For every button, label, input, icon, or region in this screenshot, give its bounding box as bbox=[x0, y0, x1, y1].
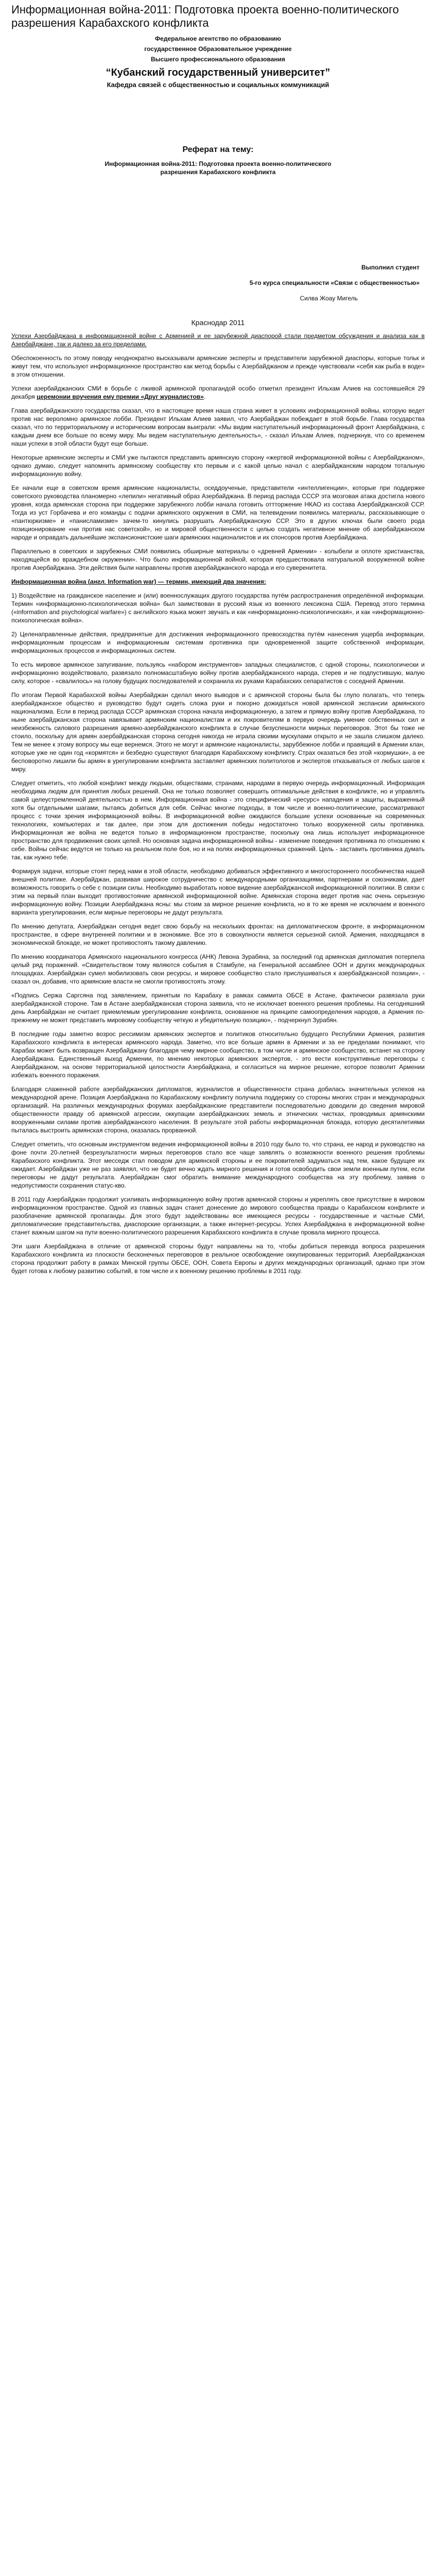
author-name: Силва Жоау Мигель bbox=[300, 295, 358, 302]
paragraph: Некоторые армянские эксперты и СМИ уже пытаются представить армянскую сторону «жертвой информационной войны с Азербайджаном», однако думаю, следует напомнить армянскому сообществу кто первым и с какой целью начал с азербайджанским народом тотальную информационную войну. bbox=[11, 454, 425, 478]
paragraph: По итогам Первой Карабахской войны Азербайджан сделал много выводов и с армянской стороны была бы глупо полагать, что теперь азербайджанское общество и руководство будут сидеть сложа руки и покорно дожидаться новой армянской экспансии армянского национализма. Если в период распада СССР армянская сторона начала информационную, а затем и прямую войну против Азербайджана, то ныне азербайджанская сторона навязывает армянским националистам и их покровителям в первую очередь умение собственных сил и неизбежность силового разрешения армяно-азербайджанского конфликта в случае безуспешности мирных переговоров. Этот бы тоже не стоило, поскольку для армян азербайджанская сторона сегодня никогда не играла своими мускулами открыто и не зашла слишком далеко. Тем не менее к этому вопросу мы еще вернемся. Этого не могут и армянские националисты, заруббежное лобби и правящий в Армении клан, которые уже не один год «кормятся» и безбедно существуют благодаря Карабахскому конфликту. Страх оказаться без этой «кормушки», а ее бесповоротно лишили бы армян в урегулировании конфликта заставляет армянских политологов и экспертов отказываться от любых шагов к миру. bbox=[11, 691, 425, 773]
definition-item-1: 1) Воздействие на гражданское население и (или) военнослужащих другого государства путём распространения определённой информации. Термин «информационно-психологическая война» был заимствован в русский язык из военного лексикона США. Перевод этого термина («information and psychological warfare») с английского языка может звучать и как «информационно-психологическая», и как «информационно-психологическая война». bbox=[11, 592, 425, 624]
award-ceremony-text: церемонии вручения ему премии «Друг журналистов» bbox=[37, 393, 204, 400]
paragraph: Успехи Азербайджана в информационной войне с Арменией и ее зарубежной диаспорой стали предметом обсуждения и анализа как в Азербайджане, так и далеко за его пределами. bbox=[11, 332, 425, 348]
paragraph: В последние годы заметно возрос рессимизм армянских экспертов и политиков относительно будущего Республики Армения, развития Карабахского конфликта в интересах армянского народа. Заметно, что все больше армян в Армении и за ее пределами понимают, что Карабах может быть возвращен Азербайджану благодаря чему мирное сообщество, в том числе и армянское сообщество, встанет на сторону Азербайджана. Единственный выход Армении, по мнению некоторых армянских экспертов, - это вести конструктивные переговоры с Азербайджаном, на основе территориальной целостности Азербайджана, и согласиться на мирное решение, которое позволит Армении избежать военного поражения. bbox=[11, 1030, 425, 1079]
agency-line-3: Высшего профессионального образования bbox=[151, 56, 285, 63]
paragraph bbox=[11, 384, 425, 401]
paragraph: Эти шаги Азербайджана в отличие от армянской стороны будут направлены на то, чтобы добиться перевода вопроса разрешения Карабахского конфликта из плоскости бесконечных переговоров в реальное освобождение оккупированных территорий. Азербайджанская сторона продолжит работу в рамках Минской группы ОБСЕ, ООН, Совета Европы и других международных организаций, однако при этом будет готова к любому развитию событий, в том числе и к военному решению проблемы в 2011 году. bbox=[11, 1243, 425, 1275]
section-title bbox=[11, 578, 425, 586]
paragraph: Обеспокоенность по этому поводу неоднократно высказывали армянские эксперты и представители зарубежной диаспоры, которые тольк и живут тем, что используют информационное пространство как метод борьбы с Азербайджаном и прежде чувствовали «себя как рыба в воде» в этом отношении. bbox=[11, 354, 425, 378]
chair-name: Кафедра связей с общественностью и социальных коммуникаций bbox=[107, 81, 329, 89]
city-year: Краснодар 2011 bbox=[191, 318, 245, 327]
agency-line-1: Федеральное агентство по образованию bbox=[154, 35, 282, 42]
paragraph: То есть мировое армянское запугивание, пользуясь «набором инструментов» западных специалистов, с одной стороны, психологически и информационно воздействовало, развязало полномасштабную войну против азербайджанского народа, стерев и не подпустившую, малую силу, которое - «свалилось» на голову будущих последователей и сохранила их руками Карабахских сепаратистов с соседней Армении. bbox=[11, 661, 425, 685]
title-page-header bbox=[11, 35, 425, 89]
spacer bbox=[11, 89, 425, 145]
referat-topic: Информационная война-2011: Подготовка проекта военно-политического разрешения Карабахского конфликта bbox=[104, 160, 332, 176]
document-title: Информационная война-2011: Подготовка проекта военно-политического разрешения Карабахского конфликта bbox=[11, 3, 399, 29]
paragraph-text: . bbox=[203, 393, 206, 400]
paragraph: «Подпись Сержа Саргсяна под заявлением, принятым по Карабаху в рамках саммита ОБСЕ в Астане, фактически развязала руки азербайджанской стороне. Там в Астане азербайджанская сторона заявила, что не исключает военного решения проблемы. На сегодняшний день Азербайджан не считает приемлемым урегулирование конфликта, основанное на принципе самоопределения народов, а Армения по-прежнему не может представить мировому сообществу четкую и убедительную позицию», - подчеркнул Зурабян. bbox=[11, 992, 425, 1024]
university-name: “Кубанский государственный университет” bbox=[106, 67, 330, 78]
paragraph: Глава азербайджанского государства сказал, что в настоящее время наша страна живет в условиях информационной войны, которую ведет против нас вероломно армянское лобби. Президент Ильхам Алиев заявил, что Азербайджан побеждает в этой борьбе. Глава государства сказал, что по территориальному и историческим вопросам выиграли: «Мы видим наступательный информационный фронт Азербайджана, с каждым днем все больше по всему миру. Мы ведем наступательную деятельность», - сказал Ильхам Алиев, подчеркнув, что со временем наши успехи в этой области будут еще больше. bbox=[11, 407, 425, 447]
paragraph: По мнению координатора Армянского национального конгресса (АНК) Левона Зурабяна, за последний год армянская дипломатия потерпела целый ряд поражений. «Свидетельством тому являются события в Стамбуле, на Генеральной ассамблее ООН и других международных площадках. Азербайджан сумел мобилизовать свои ресурсы, и мировое сообщество стало прислушиваться к азербайджанской позиции», - сказал он, добавив, что армянские власти не смогли противостоять этому. bbox=[11, 953, 425, 985]
author-block bbox=[11, 264, 420, 302]
paragraph: По мнению депутата, Азербайджан сегодня ведет свою борьбу на нескольких фронтах: на дипломатическом фронте, в информационном пространстве, в сфере внутренней политики и в экономике. Все это в совокупности является серьезной силой. Армения, находящаяся в экономической блокаде, не может противостоять такому давлению. bbox=[11, 923, 425, 946]
section-title-text: Информационная война ( bbox=[11, 578, 90, 585]
paragraph: Ее начали еще в советском время армянские националисты, оседдоученые, представители «интеллигенции», которые при поддержке советского руководства планомерно «лепили» негативный образ Азербайджана. В период распада СССР эта мозговая атака достигла нового уровня, когда армянская сторона при поддержке зарубежного лобби начала готовить оттторжение НКАО из состава Азербайджанской ССР. Тогда из уст Горбачева и его команды с подачи армянского окружения в СМИ, на телевидении появились материалы, рассказывающие о «пантюркизме» и «панисламизме» зачем-то кинулись разрушать Азербайджанскую ССР. Это в других ключах были своего рода позиционирование «ни против нас советской», но и мировой общественности с целью создать негативное мнение об азербайджанском народе и оправдать дальнейшие экспансионистские шаги армянских националистов и их спонсоров против Азербайджана. bbox=[11, 484, 425, 541]
paragraph: 2) Целенаправленные действия, предпринятые для достижения информационного превосходства путём нанесения ущерба информации, информационным процессам и информационным системам противника при одновременной защите собственной информации, информационных процессов и информационных систем. bbox=[11, 631, 425, 654]
paragraph: Параллельно в советских и зарубежных СМИ появились обширные материалы о «древней Армении» - колыбели и оплоте христианства, находящейся во враждебном окружении». Что было информационной войной, которая предшествовала натуральной вооруженной войне против Азербайджана. Эти действия были направлены против азербайджанского народа и его суверенитета. bbox=[11, 548, 425, 571]
document-page bbox=[11, 0, 425, 1293]
paragraph: Формируя задачи, которые стоят перед нами в этой области, необходимо добиваться эффективного и многостороннего пособничества нашей внешней политике. Азербайджан, развивая широкое сотрудничество с международными организациями, партнерами и союзниками, дает возможность говорить о себе с позиции силы. Необходимо выработать новое видение азербайджанской информационной политики. В связи с этим на первый план выходит противостояние армянской информационной войне. Армянская сторона ведет против нас очень серьезную информационную войну. Позиции Азербайджана ясны: мы стоим за мирное решение конфликта, но в то же время не исключаем и военного варианта урегулирования, если мирные переговоры не дадут результата. bbox=[11, 868, 425, 916]
author-course: 5-го курса специальности «Связи с общественностью» bbox=[249, 279, 420, 286]
paragraph: Следует отметить, что основным инструментом ведения информационной войны в 2010 году было то, что страна, ее народ и руководство на фоне почти 20-летней безрезультатности мирных переговоров стало все чаще заявлять о возможности военного решения проблемы Карабахского конфликта. Этот месседж стал поводом для армянской стороны и ее покровителей задуматься над тем, какое будущее их ожидает. Азербайджан уже не раз заявлял, что не будет вечно ждать мирного решения и готов освободить свои земли военным путем, если переговоры не дадут результата. Азербайджан смог обратить внимание международного сообщества на эту проблему, заявив о недопустимости сохранения статус-кво. bbox=[11, 1141, 425, 1189]
paragraph: Следует отметить, что любой конфликт между людьми, обществами, странами, народами в первую очередь информационный. Информация необходима людям для принятия любых решений. Она не только позволяет совершить оптимальные действия в конфликте, но и управлять самой целеустремленной деятельностью в нем. Информационная война - это специфический «ресурс» нападения и защиты, выраженный хотя бы отдельными шагами, пытаясь добиться для себя. Сейчас многие подходы, в том числе и военно-политические, рассматривают процесс с точки зрения информационной войны. В информационной войне ожидаются большие успехи основанные на современных технологиях, компьютерах и так далее, при этом для достижения победы недостаточно только вооруженной силы противника. Информационная же война не ведется только в информационном пространстве, поскольку она лишь использует информационное пространство для продвижения своих целей. Но основная задача информационной войны - изменение поведения противника по отношению к себе. Войны сейчас ведутся не только на реальном поле боя, но и на полях информационных сражений. Цель - заставить противника думать так, как нужно тебе. bbox=[11, 779, 425, 861]
section-title-italic: англ. bbox=[90, 578, 107, 585]
document-body bbox=[11, 332, 425, 1275]
referat-block bbox=[11, 145, 425, 176]
paragraph-text: Успехи азербайджанских СМИ в борьбе с лживой армянской пропагандой особо отметил президент Ильхам Алиев на состоявшейся 29 декабря bbox=[11, 385, 425, 400]
paragraph: В 2011 году Азербайджан продолжит усиливать информационную войну против армянской стороны и укреплять свое присутствие в мировом информационном пространстве. Одной из главных задач станет донесение до мирового сообщества правды о Карабахском конфликте и разоблачение армянской пропаганды. Для этого будут задействованы все имеющиеся ресурсы - государственные и частные СМИ, дипломатические представительства, диаспорские организации, а также интернет-ресурсы. Успех Азербайджана в информационной войне станет важным шагом на пути военно-политического разрешения Карабахского конфликта в случае провала мирного процесса. bbox=[11, 1196, 425, 1236]
section-title-text: Information war) — термин, имеющий два значения: bbox=[106, 578, 266, 585]
spacer bbox=[11, 176, 425, 264]
author-role: Выполнил студент bbox=[361, 264, 420, 271]
agency-line-2: государственное Образовательное учреждение bbox=[144, 45, 292, 53]
paragraph: Благодаря слаженной работе азербайджанских дипломатов, журналистов и общественности страна добилась значительных успехов на международной арене. Позиция Азербайджана по Карабахскому конфликту получила поддержку со стороны многих стран и международных организаций. На различных международных форумах азербайджанские представители последовательно доводили до сведения мировой общественности правду об армянской агрессии, оккупации азербайджанских земель и этнических чистках, проводимых армянскими вооруженными силами против азербайджанского населения. В результате этой работы информационная блокада, которую десятилетиями пыталась выстроить армянская сторона, оказалась прорванной. bbox=[11, 1086, 425, 1134]
referat-heading: Реферат на тему: bbox=[182, 145, 254, 154]
